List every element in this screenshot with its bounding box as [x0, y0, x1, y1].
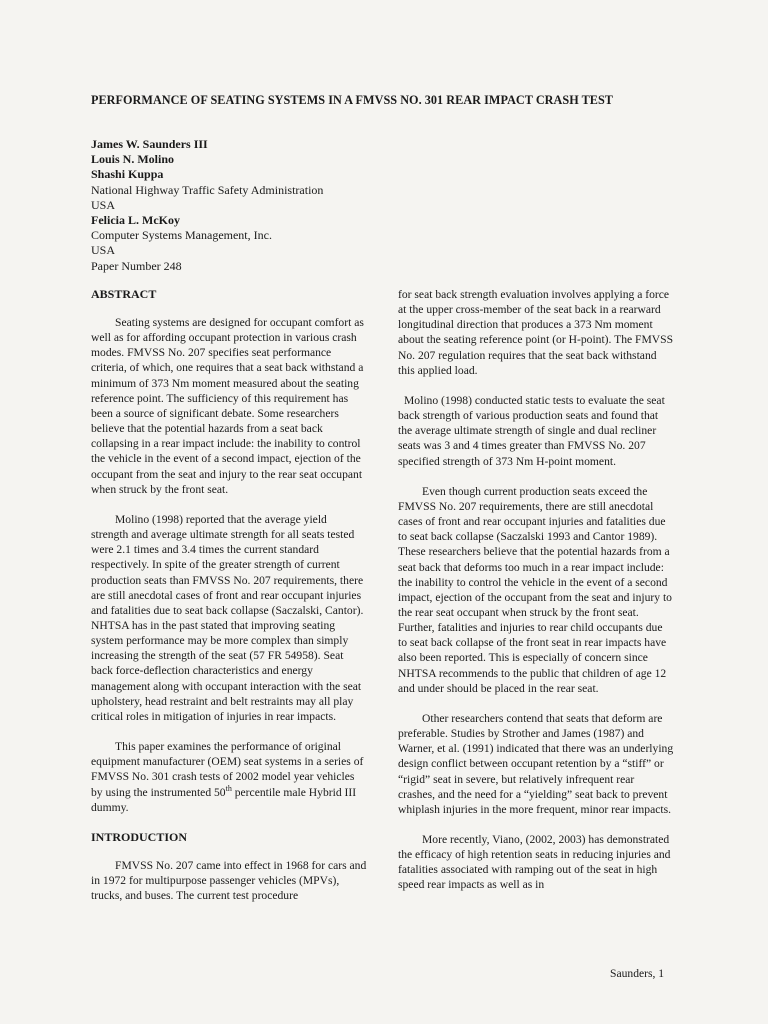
- abstract-paragraph: [91, 739, 367, 815]
- paper-title: PERFORMANCE OF SEATING SYSTEMS IN A FMVSS NO. 301 REAR IMPACT CRASH TEST: [91, 93, 613, 107]
- body-paragraph: Even though current production seats exceed the FMVSS No. 207 requirements, there are still anecdotal cases of front and rear occupant injuries and fatalities due to seat back collapse (Saczalski 1993 and Cantor 1989). These researchers believe that the potential hazards from a seat back that deforms too much in a rear impact include: the inability to control the vehicle in the event of a second impact, ejection of the occupant from the seat and injury to the rear seat occupant when struck by the front seat. Further, fatalities and injuries to rear child occupants due to seat back collapse of the front seat in rear impacts have also been reported. This is especially of concern since NHTSA recommends to the public that children of age 12 and under should be placed in the rear seat.: [398, 484, 672, 695]
- abstract-text: This paper examines the performance of original equipment manufacturer (OEM) seat systems in a series of FMVSS No. 301 crash tests of 2002 model year vehicles by using the instrumented 50: [91, 740, 364, 799]
- introduction-paragraph: FMVSS No. 207 came into effect in 1968 for cars and in 1972 for multipurpose passenger vehicles (MPVs), trucks, and buses. The current test procedure: [91, 858, 367, 903]
- body-paragraph: for seat back strength evaluation involves applying a force at the upper cross-member of the seat back in a rearward longitudinal direction that produces a 373 Nm moment about the seating reference point (or H-point). The FMVSS No. 207 regulation requires that the seat back withstand this applied load.: [398, 288, 674, 377]
- superscript: th: [225, 783, 232, 793]
- body-paragraph: Other researchers contend that seats that deform are preferable. Studies by Strother and James (1987) and Warner, et al. (1991) indicated that there was an underlying design conflict between occupant retention by a “stiff” or “rigid” seat in severe, but relatively infrequent rear crashes, and the need for a “yielding” seat back to prevent whiplash injuries in the more frequent, minor rear impacts.: [398, 711, 674, 816]
- abstract-paragraph: Seating systems are designed for occupant comfort as well as for affording occupant protection in various crash modes. FMVSS No. 207 specifies seat performance criteria, of which, one requires that a seat back withstand a minimum of 373 Nm moment measured about the seating reference point. The sufficiency of this requirement has been a source of significant debate. Some researchers believe that the potential hazards from a seat back collapsing in a rear impact include: the inability to control the vehicle in the event of a second impact, ejection of the occupant from the seat and injury to the rear seat occupant when struck by the front seat.: [91, 316, 364, 496]
- section-heading-abstract: ABSTRACT: [91, 287, 157, 301]
- author-name: Felicia L. McKoy: [91, 213, 180, 228]
- page-footer: Saunders, 1: [610, 967, 665, 980]
- author-affiliation: National Highway Traffic Safety Administration: [91, 182, 324, 197]
- body-paragraph: Molino (1998) conducted static tests to evaluate the seat back strength of various production seats and found that the average ultimate strength of single and dual recliner seats was 3 and 4 times greater than FMVSS No. 207 specified strength of 373 Nm H-point moment.: [398, 393, 665, 468]
- author-name: Louis N. Molino: [91, 152, 175, 167]
- body-paragraph: More recently, Viano, (2002, 2003) has demonstrated the efficacy of high retention seats in reducing injuries and fatalities associated with ramping out of the seat in high speed rear impacts as well as in: [398, 833, 671, 892]
- author-name: Shashi Kuppa: [91, 167, 164, 182]
- abstract-paragraph: Molino (1998) reported that the average yield strength and average ultimate strength for all seats tested were 2.1 times and 3.4 times the current standard respectively. In spite of the greater strength of current production seats than FMVSS No. 207 requirements, there are still anecdotal cases of front and rear occupant injuries and fatalities due to seat back collapse (Saczalski, Cantor). NHTSA has in the past stated that improving seating system performance may be more complex than simply increasing the strength of the seat (57 FR 54958). Seat back force-deflection characteristics and energy management along with occupant interaction with the seat upholstery, head restraint and belt restraints may all play critical roles in mitigation of injuries in rear impacts.: [91, 512, 364, 723]
- author-name: James W. Saunders III: [91, 137, 208, 151]
- author-block: [91, 137, 391, 274]
- left-column: [91, 287, 367, 918]
- author-country: USA: [91, 197, 116, 212]
- author-country: USA: [91, 243, 116, 258]
- paper-number: Paper Number 248: [91, 258, 182, 273]
- section-heading-introduction: INTRODUCTION: [91, 829, 188, 844]
- author-affiliation: Computer Systems Management, Inc.: [91, 228, 272, 243]
- right-column: [398, 287, 674, 908]
- abstract-text: percentile male Hybrid III dummy.: [91, 785, 357, 814]
